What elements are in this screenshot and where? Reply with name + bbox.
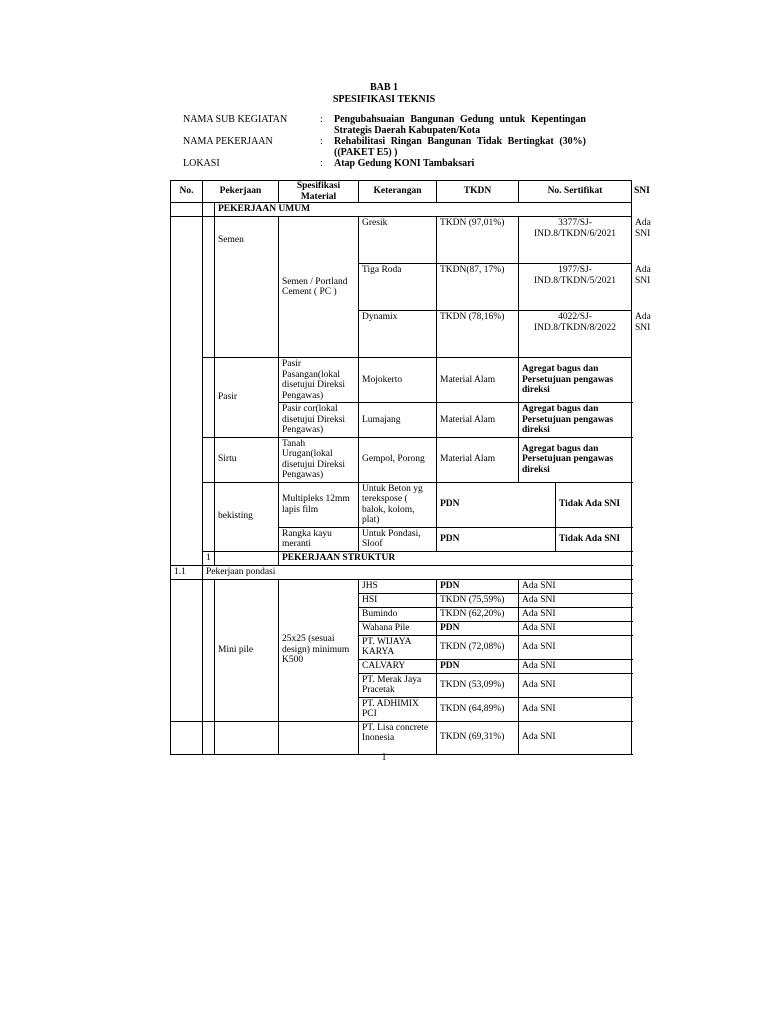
minipile-tkdn: TKDN (75,59%): [437, 593, 519, 607]
table-row: Dynamix TKDN (78,16%) 4022/SJ-IND.8/TKDN/8/2022 Ada SNI: [171, 311, 632, 358]
header-no: No.: [171, 181, 203, 203]
minipile-sni: Ada SNI: [519, 635, 632, 659]
header-pekerjaan: Pekerjaan: [203, 181, 279, 203]
info-colon: :: [320, 158, 323, 169]
minipile-keterangan: PT. WIJAYA KARYA: [359, 635, 437, 659]
info-label-pekerjaan: NAMA PEKERJAAN: [183, 136, 273, 147]
minipile-sni: Ada SNI: [519, 673, 632, 697]
sirtu-spesifikasi: Tanah Urugan(lokal disetujui Direksi Pengawas): [279, 437, 359, 482]
minipile-tkdn: TKDN (62,20%): [437, 607, 519, 621]
bekisting-keterangan: Untuk Pondasi, Sloof: [359, 527, 437, 551]
table-row: [171, 721, 632, 754]
info-value-sub-kegiatan: Pengubahsuaian Bangunan Gedung untuk Kepentingan Strategis Daerah Kabupaten/Kota: [334, 114, 586, 136]
sirtu-keterangan: Gempol, Porong: [359, 437, 437, 482]
minipile-sni: Ada SNI: [519, 721, 632, 754]
minipile-keterangan: CALVARY: [359, 659, 437, 673]
info-label-lokasi: LOKASI: [183, 158, 220, 169]
chapter-label: BAB 1: [369, 82, 399, 93]
bekisting-spesifikasi: Rangka kayu meranti: [279, 527, 359, 551]
minipile-tkdn: TKDN (53,09%): [437, 673, 519, 697]
minipile-tkdn: TKDN (64,89%): [437, 697, 519, 721]
header-row: No. Pekerjaan Spesifikasi Material Keterangan TKDN No. Sertifikat SNI: [171, 181, 632, 203]
pasir-tkdn: Material Alam: [437, 403, 519, 438]
semen-sertifikat: 4022/SJ-IND.8/TKDN/8/2022: [519, 311, 632, 358]
pasir-tkdn: Material Alam: [437, 358, 519, 403]
bekisting-tkdn: PDN: [437, 527, 556, 551]
bekisting-sni: Tidak Ada SNI: [556, 527, 632, 551]
sirtu-catatan: Agregat bagus dan Persetujuan pengawas direksi: [519, 437, 632, 482]
minipile-tkdn: PDN: [437, 659, 519, 673]
semen-keterangan: Dynamix: [359, 311, 437, 358]
table-row: [171, 437, 632, 482]
info-value-pekerjaan: Rehabilitasi Ringan Bangunan Tidak Bertingkat (30%) ((PAKET E5) ): [334, 136, 586, 158]
minipile-tkdn: TKDN (69,31%): [437, 721, 519, 754]
minipile-tkdn: TKDN (72,08%): [437, 635, 519, 659]
subsection-pondasi: Pekerjaan pondasi: [203, 565, 632, 579]
info-colon: :: [320, 136, 323, 147]
bekisting-spesifikasi: Multipleks 12mm lapis film: [279, 482, 359, 527]
page-title: SPESIFIKASI TEKNIS: [332, 94, 436, 105]
pasir-keterangan: Mojokerto: [359, 358, 437, 403]
minipile-pekerjaan: Mini pile: [215, 579, 279, 721]
subsection-row: [171, 565, 632, 579]
info-colon: :: [320, 114, 323, 125]
section-struktur: PEKERJAAN STRUKTUR: [279, 551, 632, 565]
header-spesifikasi: Spesifikasi Material: [279, 181, 359, 203]
minipile-sni: Ada SNI: [519, 697, 632, 721]
pasir-spesifikasi: Pasir cor(lokal disetujui Direksi Pengawas): [279, 403, 359, 438]
minipile-tkdn: PDN: [437, 579, 519, 593]
semen-keterangan: Gresik: [359, 217, 437, 264]
table-row: [171, 579, 632, 593]
bekisting-pekerjaan: bekisting: [215, 482, 279, 551]
sirtu-pekerjaan: Sirtu: [215, 437, 279, 482]
pasir-pekerjaan: Pasir: [215, 358, 279, 438]
page-number: 1: [381, 752, 387, 763]
minipile-keterangan: PT. Lisa concrete Inonesia: [359, 721, 437, 754]
semen-sertifikat: 3377/SJ-IND.8/TKDN/6/2021: [519, 217, 632, 264]
minipile-keterangan: Wahana Pile: [359, 621, 437, 635]
section-row: [171, 203, 632, 217]
minipile-sni: Ada SNI: [519, 579, 632, 593]
table-row: Semen Semen / Portland Cement ( PC ) Gresik TKDN (97,01%) 3377/SJ-IND.8/TKDN/6/2021 Ada SNI: [171, 217, 632, 264]
pasir-catatan: Agregat bagus dan Persetujuan pengawas direksi: [519, 358, 632, 403]
bekisting-tkdn: PDN: [437, 482, 556, 527]
minipile-keterangan: PT. Merak Jaya Pracetak: [359, 673, 437, 697]
semen-tkdn: TKDN (97,01%): [437, 217, 519, 264]
semen-keterangan: Tiga Roda: [359, 264, 437, 311]
header-tkdn: TKDN: [437, 181, 519, 203]
table-row: [171, 482, 632, 527]
minipile-keterangan: HSI: [359, 593, 437, 607]
bekisting-keterangan: Untuk Beton yg terekspose ( balok, kolom, plat): [359, 482, 437, 527]
semen-tkdn: TKDN(87, 17%): [437, 264, 519, 311]
semen-spesifikasi: Semen / Portland Cement ( PC ): [279, 217, 359, 358]
section-umum: PEKERJAAN UMUM: [215, 203, 632, 217]
minipile-tkdn: PDN: [437, 621, 519, 635]
semen-tkdn: TKDN (78,16%): [437, 311, 519, 358]
spec-table: [170, 180, 651, 755]
minipile-sni: Ada SNI: [519, 607, 632, 621]
minipile-sni: Ada SNI: [519, 593, 632, 607]
bekisting-sni: Tidak Ada SNI: [556, 482, 632, 527]
table-row: Tiga Roda TKDN(87, 17%) 1977/SJ-IND.8/TKDN/5/2021 Ada SNI: [171, 264, 632, 311]
minipile-sni: Ada SNI: [519, 659, 632, 673]
pasir-catatan: Agregat bagus dan Persetujuan pengawas direksi: [519, 403, 632, 438]
table-row: [171, 358, 632, 403]
semen-sertifikat: 1977/SJ-IND.8/TKDN/5/2021: [519, 264, 632, 311]
section-struktur-no: 1: [203, 551, 215, 565]
pasir-keterangan: Lumajang: [359, 403, 437, 438]
sirtu-tkdn: Material Alam: [437, 437, 519, 482]
subsection-pondasi-no: 1.1: [171, 565, 203, 579]
pasir-spesifikasi: Pasir Pasangan(lokal disetujui Direksi Pengawas): [279, 358, 359, 403]
minipile-keterangan: JHS: [359, 579, 437, 593]
header-sertifikat: No. Sertifikat: [519, 181, 632, 203]
semen-pekerjaan: Semen: [215, 217, 279, 358]
info-value-lokasi: Atap Gedung KONI Tambaksari: [334, 158, 475, 169]
info-label-sub-kegiatan: NAMA SUB KEGIATAN: [183, 114, 288, 125]
header-keterangan: Keterangan: [359, 181, 437, 203]
minipile-keterangan: Bumindo: [359, 607, 437, 621]
minipile-keterangan: PT. ADHIMIX PCI: [359, 697, 437, 721]
minipile-spesifikasi: 25x25 (sesuai design) minimum K500: [279, 579, 359, 721]
section-row: [171, 551, 632, 565]
minipile-sni: Ada SNI: [519, 621, 632, 635]
